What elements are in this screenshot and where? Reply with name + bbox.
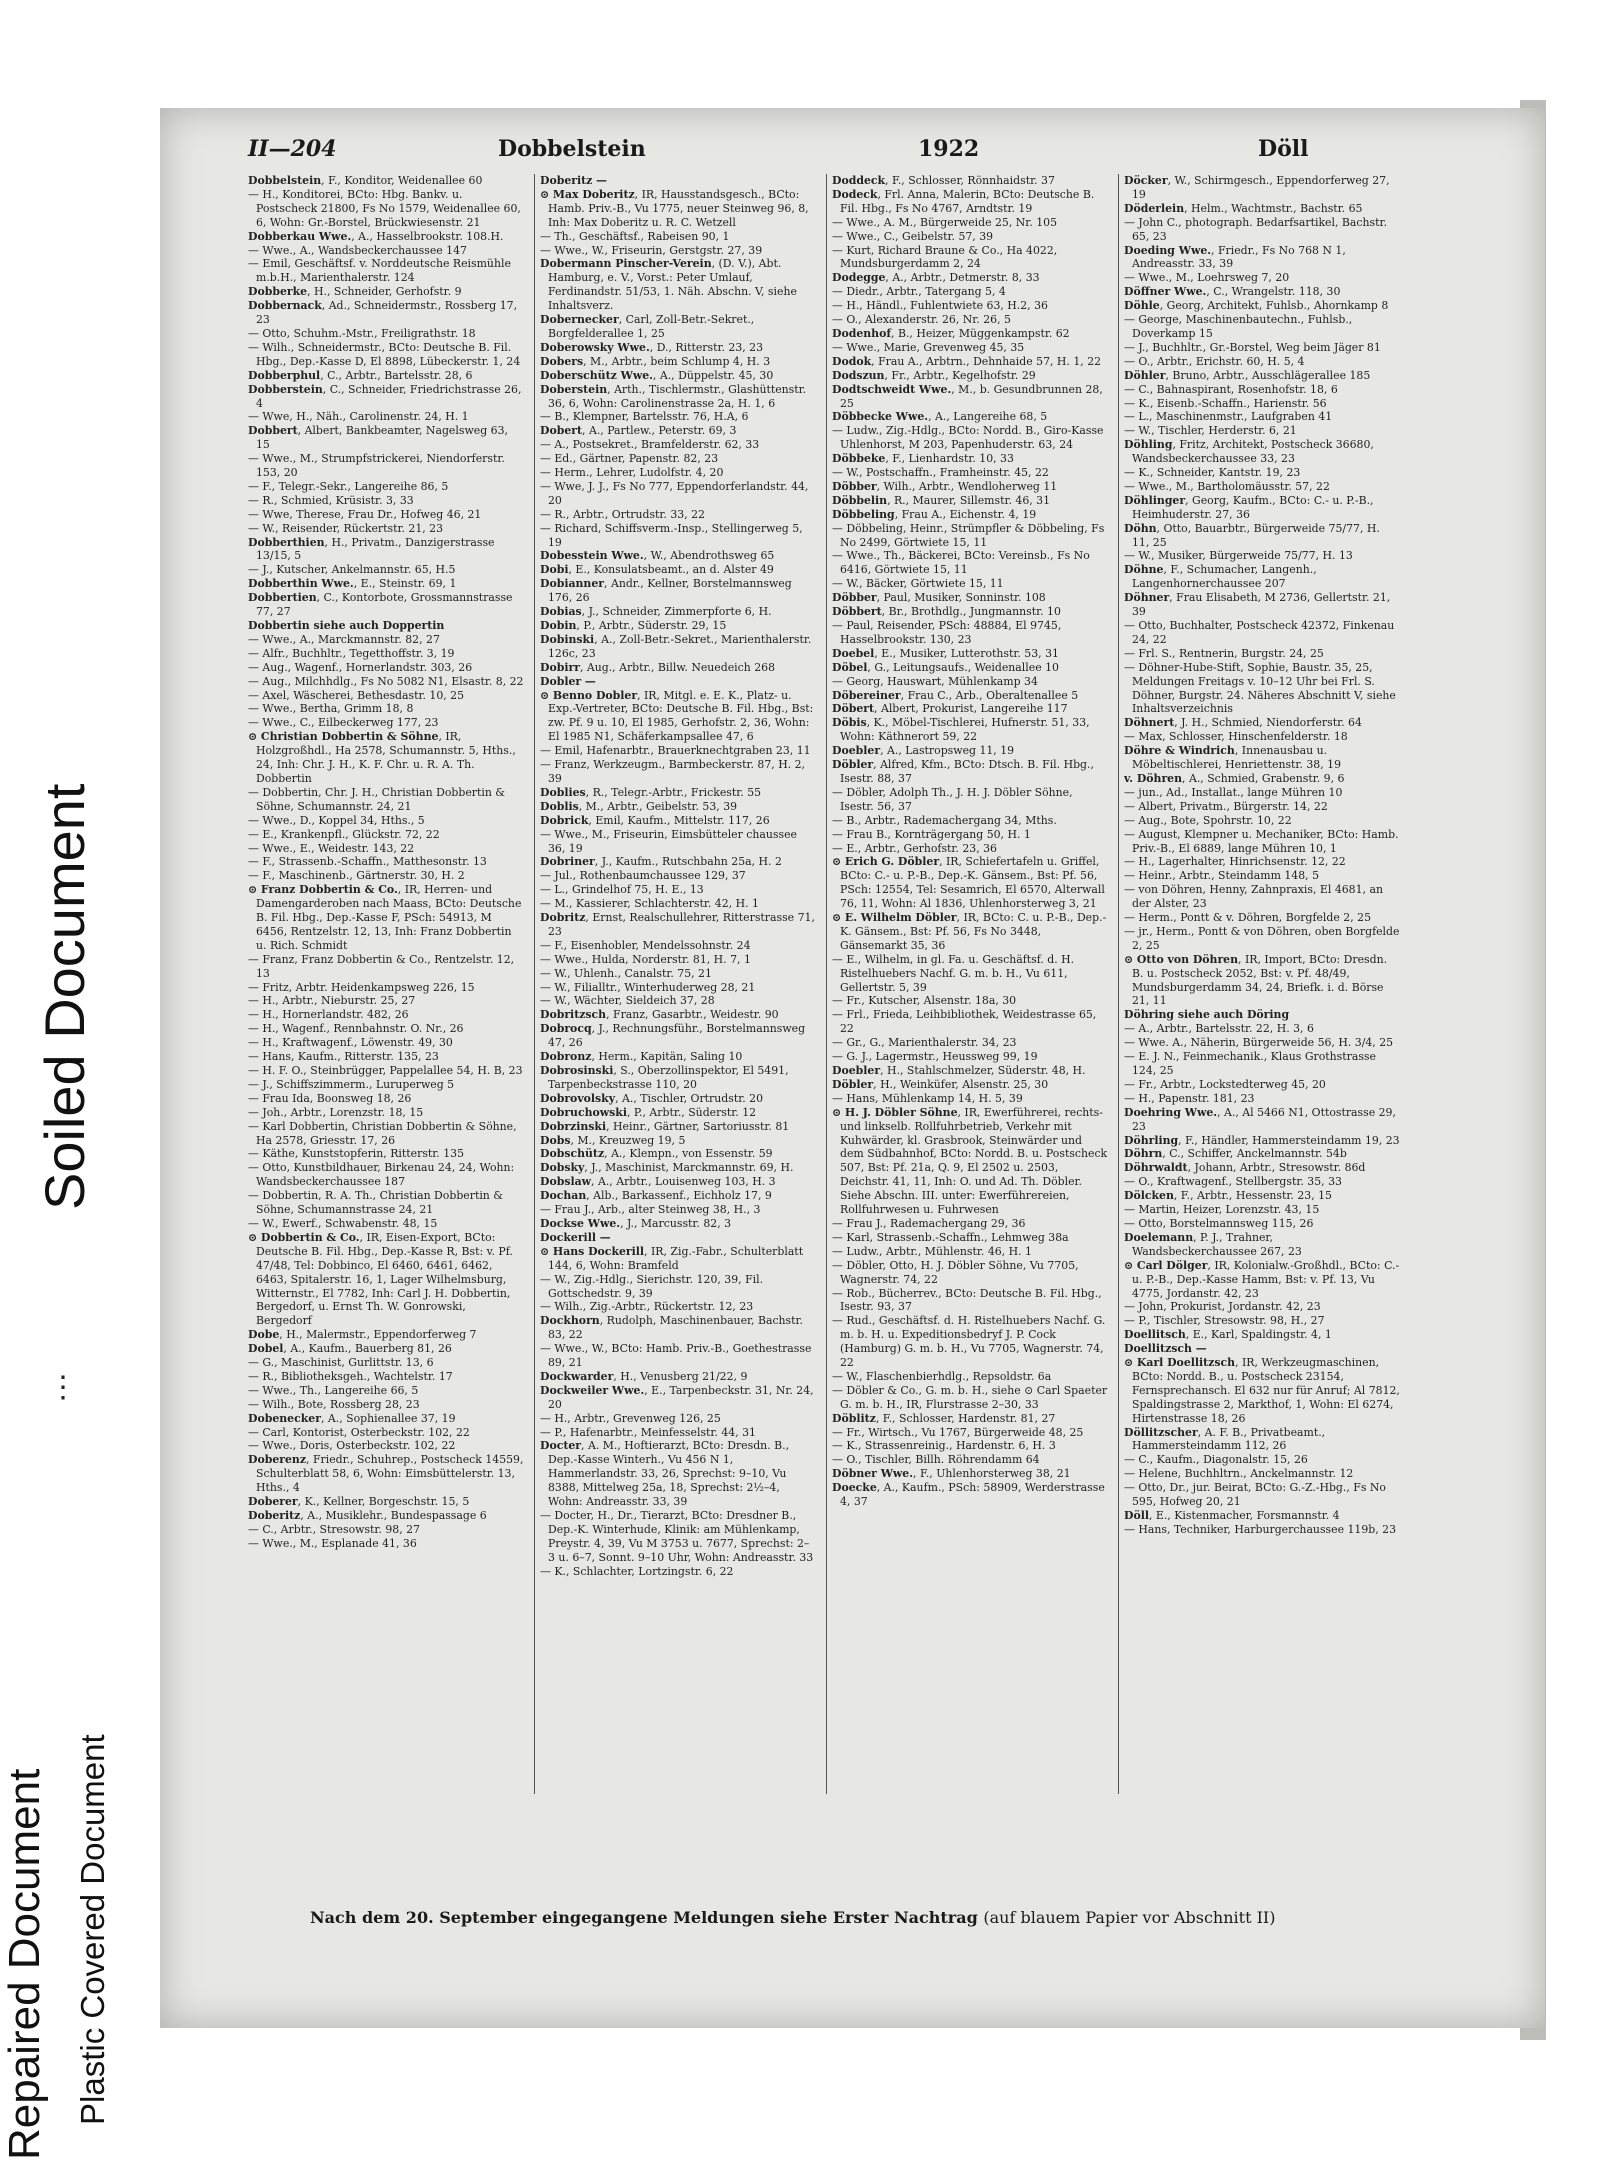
directory-entry: — Wwe., D., Koppel 34, Hths., 5 — [248, 813, 425, 827]
directory-entry: Dobritz, Ernst, Realschullehrer, Ritterstrasse 71, 23 — [540, 911, 815, 938]
directory-entry: — W., Ewerf., Schwabenstr. 48, 15 — [248, 1216, 438, 1230]
directory-entry: — Otto, Buchhalter, Postscheck 42372, Finkenau 24, 22 — [1124, 619, 1395, 646]
directory-entry: Dobers, M., Arbtr., beim Schlump 4, H. 3 — [540, 354, 771, 368]
directory-entry: Döbereiner, Frau C., Arb., Oberaltenallee 5 — [832, 688, 1079, 702]
directory-entry: Doberenz, Friedr., Schuhrep., Postscheck 14559, Schulterblatt 58, 6, Wohn: Eimsbüttelerstr. 13, Hths., 4 — [248, 1453, 524, 1495]
column-1 — [248, 174, 524, 1814]
directory-entry: Dodszun, Fr., Arbtr., Kegelhofstr. 29 — [832, 368, 1036, 382]
directory-entry: — Wwe, Therese, Frau Dr., Hofweg 46, 21 — [248, 507, 482, 521]
directory-entry: — L., Maschinenmstr., Laufgraben 41 — [1124, 410, 1333, 424]
directory-entry: — Wwe., A. M., Bürgerweide 25, Nr. 105 — [832, 215, 1058, 229]
directory-entry: — C., Kaufm., Diagonalstr. 15, 26 — [1124, 1453, 1308, 1467]
directory-entry: — Wwe., E., Weidestr. 143, 22 — [248, 841, 415, 855]
directory-entry: — F., Maschinenb., Gärtnerstr. 30, H. 2 — [248, 869, 465, 883]
directory-entry: — Axel, Wäscherei, Bethesdastr. 10, 25 — [248, 688, 465, 702]
directory-entry: — Wilh., Zig.-Arbtr., Rückertstr. 12, 23 — [540, 1300, 754, 1314]
directory-entry: Doebler, A., Lastropsweg 11, 19 — [832, 744, 1015, 758]
directory-entry: Dobbert, Albert, Bankbeamter, Nagelsweg 63, 15 — [248, 424, 508, 452]
directory-entry: Döbbert, Br., Brothdlg., Jungmannstr. 10 — [832, 605, 1061, 619]
directory-entry: — C., Bahnaspirant, Rosenhofstr. 18, 6 — [1124, 382, 1338, 396]
directory-entry: Döblitz, F., Schlosser, Hardenstr. 81, 27 — [832, 1411, 1056, 1425]
directory-entry: — O., Kraftwagenf., Stellbergstr. 35, 33 — [1124, 1175, 1342, 1189]
directory-entry: — H., Arbtr., Grevenweg 126, 25 — [540, 1411, 721, 1425]
header-year: 1922 — [918, 136, 980, 162]
entry-columns — [248, 174, 1398, 1814]
directory-entry: — H., Händl., Fuhlentwiete 63, H.2, 36 — [832, 299, 1048, 313]
directory-entry: Dobernecker, Carl, Zoll-Betr.-Sekret., Borgfelderallee 1, 25 — [540, 313, 755, 340]
directory-entry: — H., Hornerlandstr. 482, 26 — [248, 1008, 409, 1022]
directory-entry: — W., Postschaffn., Framheinstr. 45, 22 — [832, 466, 1049, 480]
directory-entry: — Hans, Mühlenkamp 14, H. 5, 39 — [832, 1091, 1023, 1105]
directory-entry: — B., Arbtr., Rademachergang 34, Mths. — [832, 813, 1057, 827]
directory-entry: — H., Papenstr. 181, 23 — [1124, 1091, 1255, 1105]
directory-entry: — Emil, Hafenarbtr., Brauerknechtgraben 23, 11 — [540, 744, 811, 758]
directory-entry: Dobert, A., Partlew., Peterstr. 69, 3 — [540, 424, 737, 438]
directory-entry: Dobbernack, Ad., Schneidermstr., Rossberg 17, 23 — [248, 299, 518, 327]
directory-entry: Dobbertin siehe auch Doppertin — [248, 619, 445, 632]
directory-entry: — Wwe., C., Eilbeckerweg 177, 23 — [248, 716, 439, 730]
directory-entry: Doberstein, Arth., Tischlermstr., Glashüttenstr. 36, 6, Wohn: Carolinenstrasse 2a, H. 1, 6 — [540, 382, 807, 410]
directory-entry: Dockweiler Wwe., E., Tarpenbeckstr. 31, Nr. 24, 20 — [540, 1383, 814, 1411]
directory-entry: — W., Zig.-Hdlg., Sierichstr. 120, 39, Fil. Gottschedstr. 9, 39 — [540, 1272, 764, 1300]
directory-entry: — Franz, Franz Dobbertin & Co., Rentzelstr. 12, 13 — [248, 952, 515, 980]
directory-page — [160, 108, 1545, 2028]
directory-entry: — Emil, Geschäftsf. v. Norddeutsche Reismühle m.b.H., Marienthalerstr. 124 — [248, 257, 511, 285]
plastic-covered-label: Plastic Covered Document — [74, 1734, 111, 2125]
directory-entry: — Wwe., Hulda, Norderstr. 81, H. 7, 1 — [540, 952, 751, 966]
directory-entry: ⊙ Franz Dobbertin & Co., IR, Herren- und Damengarderoben nach Maass, BCto: Deutsche B. Fil. Hbg., Dep.-Kasse F, PSch: 54913, M 6456, Rentzelstr. 12, 13, Inh: Franz Dobbertin u. Rich. Schmidt — [248, 883, 522, 952]
directory-entry: — K., Schlachter, Lortzingstr. 6, 22 — [540, 1564, 734, 1578]
directory-entry: Dockerill — — [540, 1230, 611, 1244]
directory-entry: — Dobbertin, R. A. Th., Christian Dobbertin & Söhne, Schumannstrasse 24, 21 — [248, 1189, 503, 1217]
directory-entry: — W., Reisender, Rückertstr. 21, 23 — [248, 521, 444, 535]
directory-entry: Dobritzsch, Franz, Gasarbtr., Weidestr. 90 — [540, 1008, 779, 1022]
directory-entry: — Frau J., Arb., alter Steinweg 38, H., 3 — [540, 1203, 761, 1217]
directory-entry: Döhner, Frau Elisabeth, M 2736, Gellertstr. 21, 39 — [1124, 591, 1391, 619]
directory-entry: — Wwe., M., Esplanade 41, 36 — [248, 1536, 417, 1550]
header-last-entry: Döll — [1258, 136, 1309, 162]
directory-entry: — Rud., Geschäftsf. d. H. Ristelhuebers Nachf. G. m. b. H. u. Expeditionsbedryf J. P. Cock (Hamburg) G. m. b. H., Vu 7705, Wagnerstr. 74, 22 — [832, 1314, 1106, 1370]
directory-entry: — Frau J., Rademachergang 29, 36 — [832, 1216, 1026, 1230]
directory-entry: — W., Bäcker, Görtwiete 15, 11 — [832, 577, 1004, 591]
directory-entry: Dobenecker, A., Sophienallee 37, 19 — [248, 1411, 456, 1425]
directory-entry: Dobbelstein, F., Konditor, Weidenallee 60 — [248, 174, 483, 187]
directory-entry: — Döbler, Otto, H. J. Döbler Söhne, Vu 7705, Wagnerstr. 74, 22 — [832, 1258, 1079, 1286]
directory-entry: Doecke, A., Kaufm., PSch: 58909, Werderstrasse 4, 37 — [832, 1481, 1105, 1509]
directory-entry: — R., Schmied, Krüsistr. 3, 33 — [248, 493, 414, 507]
directory-entry: Döffner Wwe., C., Wrangelstr. 118, 30 — [1124, 285, 1341, 299]
directory-entry: — Otto, Kunstbildhauer, Birkenau 24, 24, Wohn: Wandsbeckerchaussee 187 — [248, 1161, 515, 1189]
directory-entry: — H. F. O., Steinbrügger, Pappelallee 54, H. B, 23 — [248, 1064, 523, 1077]
directory-entry: — H., Wagenf., Rennbahnstr. O. Nr., 26 — [248, 1022, 464, 1036]
header-first-entry: Dobbelstein — [498, 136, 646, 162]
directory-entry: — J., Schiffszimmerm., Luruperweg 5 — [248, 1077, 455, 1091]
directory-entry: — E., Krankenpfl., Glückstr. 72, 22 — [248, 827, 440, 841]
directory-entry: Dodtschweidt Wwe., M., b. Gesundbrunnen 28, 25 — [832, 382, 1103, 410]
directory-entry: — Wwe., W., Friseurin, Gerstgstr. 27, 39 — [540, 243, 763, 257]
directory-entry: ⊙ Erich G. Döbler, IR, Schiefertafeln u. Griffel, BCto: C.- u. P.-B., Dep.-K. Gänsem., Bst: Pf. 56, PSch: 12554, Tel: Sesamrich, El 6570, Alterwall 76, 11, Wohn: Al 1836, Uhlenhorsterweg 3, 21 — [832, 855, 1105, 911]
directory-entry: Döbel, G., Leitungsaufs., Weidenallee 10 — [832, 660, 1059, 674]
directory-entry: — Frau Ida, Boonsweg 18, 26 — [248, 1091, 412, 1105]
directory-entry: — K., Strassenreinig., Hardenstr. 6, H. 3 — [832, 1439, 1056, 1453]
directory-entry: — John, Prokurist, Jordanstr. 42, 23 — [1124, 1300, 1321, 1314]
directory-entry: — Ed., Gärtner, Papenstr. 82, 23 — [540, 452, 719, 466]
directory-entry: — Wwe, J. J., Fs No 777, Eppendorferlandstr. 44, 20 — [540, 479, 809, 507]
directory-entry: — Wwe., Bertha, Grimm 18, 8 — [248, 702, 414, 716]
directory-entry: Döhne, F., Schumacher, Langenh., Langenhornerchaussee 207 — [1124, 563, 1317, 591]
directory-entry: — F., Eisenhobler, Mendelssohnstr. 24 — [540, 938, 751, 952]
directory-entry: Döderlein, Helm., Wachtmstr., Bachstr. 65 — [1124, 201, 1363, 215]
directory-entry: — Hans, Kaufm., Ritterstr. 135, 23 — [248, 1050, 439, 1064]
column-divider — [1118, 174, 1119, 1794]
directory-entry: — John C., photograph. Bedarfsartikel, Bachstr. 65, 23 — [1124, 215, 1387, 243]
soiled-document-label: Soiled Document — [33, 783, 96, 1210]
footer-notice: Nach dem 20. September eingegangene Meldungen siehe Erster Nachtrag — [310, 1908, 978, 1927]
directory-entry: Döhnert, J. H., Schmied, Niendorferstr. 64 — [1124, 716, 1362, 730]
directory-entry: — Karl Dobbertin, Christian Dobbertin & Söhne, Ha 2578, Griesstr. 17, 26 — [248, 1119, 517, 1147]
directory-entry: ⊙ E. Wilhelm Döbler, IR, BCto: C. u. P.-B., Dep.-K. Gänsem., Bst: Pf. 56, Fs No 3448, Gänsemarkt 35, 36 — [832, 911, 1107, 952]
directory-entry: Dobrick, Emil, Kaufm., Mittelstr. 117, 26 — [540, 813, 770, 827]
directory-entry: Döbbelin, R., Maurer, Sillemstr. 46, 31 — [832, 493, 1051, 507]
directory-entry: — Th., Geschäftsf., Rabeisen 90, 1 — [540, 229, 730, 243]
directory-entry: Dobesstein Wwe., W., Abendrothsweg 65 — [540, 549, 775, 563]
directory-entry: — R., Bibliotheksgeh., Wachtelstr. 17 — [248, 1369, 453, 1383]
directory-entry: — W., Musiker, Bürgerweide 75/77, H. 13 — [1124, 549, 1353, 563]
directory-entry: — Wwe., M., Friseurin, Eimsbütteler chaussee 36, 19 — [540, 827, 797, 855]
directory-entry: — L., Grindelhof 75, H. E., 13 — [540, 883, 704, 897]
directory-entry: — Carl, Kontorist, Osterbeckstr. 102, 22 — [248, 1425, 470, 1439]
directory-entry: Dölcken, F., Arbtr., Hessenstr. 23, 15 — [1124, 1189, 1332, 1203]
directory-entry: Dobermann Pinscher-Verein, (D. V.), Abt. Hamburg, e. V., Vorst.: Peter Umlauf, Ferdinandstr. 51/53, 1. Näh. Abschn. V, siehe Inhaltsverz. — [540, 257, 797, 313]
directory-entry: Dobinski, A., Zoll-Betr.-Sekret., Marienthalerstr. 126c, 23 — [540, 632, 812, 660]
directory-entry: Döbbeling, Frau A., Eichenstr. 4, 19 — [832, 507, 1037, 521]
column-divider — [534, 174, 535, 1794]
directory-entry: Döbner Wwe., F., Uhlenhorsterweg 38, 21 — [832, 1467, 1071, 1481]
directory-entry: Döhring siehe auch Döring — [1124, 1008, 1290, 1022]
directory-entry: — George, Maschinenbautechn., Fuhlsb., Doverkamp 15 — [1124, 313, 1353, 340]
directory-entry: Doellitzsch — — [1124, 1342, 1207, 1356]
column-2 — [540, 174, 816, 1814]
directory-entry: — von Döhren, Henny, Zahnpraxis, El 4681, an der Alster, 23 — [1124, 883, 1383, 911]
directory-entry: Dobberstein, C., Schneider, Friedrichstrasse 26, 4 — [248, 382, 522, 410]
directory-entry: Döhrling, F., Händler, Hammersteindamm 19, 23 — [1124, 1133, 1400, 1147]
directory-entry: — Aug., Wagenf., Hornerlandstr. 303, 26 — [248, 660, 473, 674]
side-labels — [0, 0, 170, 2177]
directory-entry: — Alfr., Buchhltr., Tegetthoffstr. 3, 19 — [248, 646, 455, 660]
directory-entry: Dobirr, Aug., Arbtr., Billw. Neuedeich 268 — [540, 660, 776, 674]
directory-entry: — Fritz, Arbtr. Heidenkampsweg 226, 15 — [248, 980, 475, 994]
directory-entry: — Wwe., Doris, Osterbeckstr. 102, 22 — [248, 1439, 456, 1453]
directory-entry: Dobrzinski, Heinr., Gärtner, Sartoriusstr. 81 — [540, 1119, 790, 1133]
directory-entry: — H., Arbtr., Nieburstr. 25, 27 — [248, 994, 416, 1008]
directory-entry: — Docter, H., Dr., Tierarzt, BCto: Dresdner B., Dep.-K. Winterhude, Klinik: am Mühlenkamp, Preystr. 4, 39, Vu M 3753 u. 7677, Sprechst: 2–3 u. 6–7, Sonnt. 9–10 Uhr, Wohn: Andreasstr. 33 — [540, 1509, 814, 1564]
directory-entry: — A., Postsekret., Bramfelderstr. 62, 33 — [540, 438, 760, 452]
directory-entry: — Kurt, Richard Braune & Co., Ha 4022, Mundsburgerdamm 2, 24 — [832, 243, 1058, 271]
directory-entry: Dobbertien, C., Kontorbote, Grossmannstrasse 77, 27 — [248, 591, 513, 619]
directory-entry: — J., Buchhltr., Gr.-Borstel, Weg beim Jäger 81 — [1124, 340, 1381, 354]
directory-entry: — Jul., Rothenbaumchaussee 129, 37 — [540, 869, 746, 883]
directory-entry: Döbis, K., Möbel-Tischlerei, Hufnerstr. 51, 33, Wohn: Käthnerort 59, 22 — [832, 716, 1090, 744]
directory-entry: Dockhorn, Rudolph, Maschinenbauer, Bachstr. 83, 22 — [540, 1314, 803, 1342]
directory-entry: Döhler, Bruno, Arbtr., Ausschlägerallee 185 — [1124, 368, 1371, 382]
directory-entry: — W., Wächter, Sieldeich 37, 28 — [540, 994, 715, 1008]
directory-entry: — Albert, Privatm., Bürgerstr. 14, 22 — [1124, 799, 1328, 813]
directory-entry: — Wwe., M., Strumpfstrickerei, Niendorferstr. 153, 20 — [248, 452, 505, 480]
directory-entry: — K., Eisenb.-Schaffn., Harienstr. 56 — [1124, 396, 1327, 410]
directory-entry: — Wwe, H., Näh., Carolinenstr. 24, H. 1 — [248, 410, 469, 424]
directory-entry: — Hans, Techniker, Harburgerchaussee 119b, 23 — [1124, 1522, 1397, 1536]
directory-entry: Dockwarder, H., Venusberg 21/22, 9 — [540, 1369, 748, 1383]
directory-entry: — Wwe. A., Näherin, Bürgerweide 56, H. 3/4, 25 — [1124, 1036, 1394, 1050]
directory-entry: — Wilh., Bote, Rossberg 28, 23 — [248, 1397, 420, 1411]
directory-entry: Doberer, K., Kellner, Borgeschstr. 15, 5 — [248, 1495, 470, 1509]
directory-entry: — P., Hafenarbtr., Meinfesselstr. 44, 31 — [540, 1425, 756, 1439]
directory-entry: — Joh., Arbtr., Lorenzstr. 18, 15 — [248, 1105, 424, 1119]
directory-entry: — Herm., Pontt & v. Döhren, Borgfelde 2, 25 — [1124, 911, 1372, 925]
directory-entry: Dobberkau Wwe., A., Hasselbrookstr. 108.H. — [248, 229, 504, 243]
directory-entry: — Wwe., M., Bartholomäusstr. 57, 22 — [1124, 479, 1330, 493]
directory-entry: — Fr., Kutscher, Alsenstr. 18a, 30 — [832, 994, 1017, 1008]
directory-entry: Döbler, Alfred, Kfm., BCto: Dtsch. B. Fil. Hbg., Isestr. 88, 37 — [832, 758, 1094, 785]
directory-entry: — O., Alexanderstr. 26, Nr. 26, 5 — [832, 313, 1011, 327]
directory-entry: — Otto, Borstelmannsweg 115, 26 — [1124, 1216, 1314, 1230]
directory-entry: — jun., Ad., Installat., lange Mühren 10 — [1124, 785, 1343, 799]
directory-entry: Döhrn, C., Schiffer, Anckelmannstr. 54b — [1124, 1147, 1347, 1161]
directory-entry: — Martin, Heizer, Lorenzstr. 43, 15 — [1124, 1203, 1320, 1217]
directory-entry: ⊙ Max Doberitz, IR, Hausstandsgesch., BCto: Hamb. Priv.-B., Vu 1775, neuer Steinweg 96, 8, Inh: Max Doberitz u. R. C. Wetzell — [540, 187, 809, 229]
directory-entry: Döhrwaldt, Johann, Arbtr., Stresowstr. 86d — [1124, 1161, 1366, 1175]
directory-entry: — Paul, Reisender, PSch: 48884, El 9745, Hasselbrookstr. 130, 23 — [832, 619, 1062, 646]
page-footer — [310, 1908, 1410, 1927]
directory-entry: — P., Tischler, Stresowstr. 98, H., 27 — [1124, 1314, 1325, 1328]
directory-entry: — Aug., Bote, Spohrstr. 10, 22 — [1124, 813, 1292, 827]
directory-entry: — K., Schneider, Kantstr. 19, 23 — [1124, 466, 1301, 480]
directory-entry: — Heinr., Arbtr., Steindamm 148, 5 — [1124, 869, 1319, 883]
directory-entry: — Ludw., Arbtr., Mühlenstr. 46, H. 1 — [832, 1244, 1032, 1258]
directory-entry: Döhlinger, Georg, Kaufm., BCto: C.- u. P.-B., Heimhuderstr. 27, 36 — [1124, 493, 1374, 521]
directory-entry: Döbler, H., Weinküfer, Alsenstr. 25, 30 — [832, 1077, 1049, 1091]
page-header — [248, 136, 1398, 166]
directory-entry: Döbbeke, F., Lienhardstr. 10, 33 — [832, 452, 1014, 466]
directory-entry: — Richard, Schiffsverm.-Insp., Stellingerweg 5, 19 — [540, 521, 803, 549]
directory-entry: — O., Tischler, Billh. Röhrendamm 64 — [832, 1453, 1040, 1467]
directory-entry: Dobrocq, J., Rechnungsführ., Borstelmannsweg 47, 26 — [540, 1022, 806, 1050]
directory-entry: Döhling, Fritz, Architekt, Postscheck 36680, Wandsbeckerchaussee 33, 23 — [1124, 438, 1374, 466]
directory-entry: — Döbler & Co., G. m. b. H., siehe ⊙ Carl Spaeter G. m. b. H., IR, Flurstrasse 2–30, 33 — [832, 1383, 1108, 1411]
directory-entry: Dobruchowski, P., Arbtr., Süderstr. 12 — [540, 1105, 757, 1119]
directory-entry: — F., Strassenb.-Schaffn., Matthesonstr. 13 — [248, 855, 487, 869]
directory-entry: Döll, E., Kistenmacher, Forsmannstr. 4 — [1124, 1509, 1340, 1522]
directory-entry: — Helene, Buchhltrn., Anckelmannstr. 12 — [1124, 1467, 1354, 1481]
directory-entry: — Otto, Schuhm.-Mstr., Freiligrathstr. 18 — [248, 326, 476, 340]
directory-entry: — Frl., Frieda, Leihbibliothek, Weidestrasse 65, 22 — [832, 1008, 1097, 1036]
directory-entry: — B., Klempner, Bartelsstr. 76, H.A, 6 — [540, 410, 749, 424]
directory-entry: Dobias, J., Schneider, Zimmerpforte 6, H. — [540, 605, 772, 619]
directory-entry: Dochan, Alb., Barkassenf., Eichholz 17, 9 — [540, 1189, 772, 1203]
directory-entry: Dobel, A., Kaufm., Bauerberg 81, 26 — [248, 1342, 452, 1356]
directory-entry: — C., Arbtr., Stresowstr. 98, 27 — [248, 1522, 420, 1536]
directory-entry: Doehring Wwe., A., Al 5466 N1, Ottostrasse 29, 23 — [1124, 1105, 1396, 1133]
directory-entry: — H., Lagerhalter, Hinrichsenstr. 12, 22 — [1124, 855, 1346, 869]
directory-entry: Dobe, H., Malermstr., Eppendorferweg 7 — [248, 1328, 477, 1342]
directory-entry: — Wilh., Schneidermstr., BCto: Deutsche B. Fil. Hbg., Dep.-Kasse D, El 8898, Lübeckerstr. 1, 24 — [248, 340, 521, 368]
directory-entry: Dobberthien, H., Privatm., Danzigerstrasse 13/15, 5 — [248, 535, 495, 563]
directory-entry: Doberitz, A., Musiklehr., Bundespassage 6 — [248, 1509, 487, 1522]
directory-entry: — W., Uhlenh., Canalstr. 75, 21 — [540, 966, 712, 980]
directory-entry: Dobschütz, A., Klempn., von Essenstr. 59 — [540, 1147, 773, 1161]
column-4 — [1124, 174, 1400, 1814]
directory-entry: — Wwe., Th., Langereihe 66, 5 — [248, 1383, 419, 1397]
directory-entry: Dobberphul, C., Arbtr., Bartelsstr. 28, 6 — [248, 368, 473, 382]
directory-entry: ⊙ H. J. Döbler Söhne, IR, Ewerführerei, rechts- und linkselb. Rollfuhrbetrieb, Verkehr mit Kuhwärder, kl. Grasbrook, Steinwärder und dem Südbahnhof, BCto: Nordd. B. u. Postscheck 507, Bst: Pf. 21a, Q. 9, El 2502 u. 2503, Deichstr. 41, 11, Inh: O. und Ad. Th. Döbler. Siehe Abschn. III. unter: Ewerführereien, Rollfuhrwesen u. Fuhrwesen — [832, 1105, 1108, 1217]
directory-entry: Dodeck, Frl. Anna, Malerin, BCto: Deutsche B. Fil. Hbg., Fs No 4767, Arndtstr. 19 — [832, 187, 1095, 215]
directory-entry: Doberschütz Wwe., A., Düppelstr. 45, 30 — [540, 368, 774, 382]
directory-entry: — Franz, Werkzeugm., Barmbeckerstr. 87, H. 2, 39 — [540, 758, 806, 785]
page-number: II—204 — [248, 136, 337, 162]
directory-entry: Docter, A. M., Hoftierarzt, BCto: Dresdn. B., Dep.-Kasse Winterh., Vu 456 N 1, Hammerlandstr. 33, 26, Sprechst: 9–10, Vu 8388, Mittelweg 25a, 18, Sprechst: 2½–4, Wohn: Andreasstr. 33, 39 — [540, 1439, 790, 1509]
directory-entry: — Gr., G., Marienthalerstr. 34, 23 — [832, 1036, 1017, 1050]
directory-entry: — Herm., Lehrer, Ludolfstr. 4, 20 — [540, 466, 724, 480]
directory-entry: — Döbler, Adolph Th., J. H. J. Döbler Söhne, Isestr. 56, 37 — [832, 785, 1073, 813]
directory-entry: — Otto, Dr., jur. Beirat, BCto: G.-Z.-Hbg., Fs No 595, Hofweg 20, 21 — [1124, 1481, 1386, 1509]
directory-entry: — O., Arbtr., Erichstr. 60, H. 5, 4 — [1124, 354, 1305, 368]
column-3 — [832, 174, 1108, 1814]
directory-entry: Dobriner, J., Kaufm., Rutschbahn 25a, H. 2 — [540, 855, 782, 869]
directory-entry: — A., Arbtr., Bartelsstr. 22, H. 3, 6 — [1124, 1022, 1314, 1036]
directory-entry: Döllitzscher, A. F. B., Privatbeamt., Hammersteindamm 112, 26 — [1124, 1425, 1326, 1453]
directory-entry: — Frau B., Kornträgergang 50, H. 1 — [832, 827, 1031, 841]
directory-entry: — Ludw., Zig.-Hdlg., BCto: Nordd. B., Giro-Kasse Uhlenhorst, M 203, Papenhuderstr. 63, 24 — [832, 424, 1104, 452]
directory-entry: Döhle, Georg, Architekt, Fuhlsb., Ahornkamp 8 — [1124, 299, 1389, 313]
directory-entry: Dobin, P., Arbtr., Süderstr. 29, 15 — [540, 619, 727, 632]
directory-entry: ⊙ Christian Dobbertin & Söhne, IR, Holzgroßhdl., Ha 2578, Schumannstr. 5, Hths., 24, Inh: Chr. J. H., K. F. Chr. u. R. A. Th. Dobbertin — [248, 730, 516, 785]
directory-entry: Döbert, Albert, Prokurist, Langereihe 117 — [832, 702, 1068, 716]
directory-entry: Döbber, Paul, Musiker, Sonninstr. 108 — [832, 591, 1046, 605]
label-separator: ⋮ — [48, 1371, 78, 1404]
directory-entry: Dobrosinski, S., Oberzollinspektor, El 5491, Tarpenbeckstrasse 110, 20 — [540, 1064, 789, 1091]
directory-entry: — E., Wilhelm, in gl. Fa. u. Geschäftsf. d. H. Ristelhuebers Nachf. G. m. b. H., Vu 611, Gellertstr. 5, 39 — [832, 952, 1075, 994]
directory-entry: — G., Maschinist, Gurlittstr. 13, 6 — [248, 1356, 434, 1370]
directory-entry: Dodok, Frau A., Arbtrn., Dehnhaide 57, H. 1, 22 — [832, 354, 1102, 368]
directory-entry: Döbber, Wilh., Arbtr., Wendloherweg 11 — [832, 479, 1058, 493]
directory-entry: — F., Telegr.-Sekr., Langereihe 86, 5 — [248, 479, 449, 493]
directory-entry: Dodenhof, B., Heizer, Müggenkampstr. 62 — [832, 326, 1070, 340]
directory-entry: — Frl. S., Rentnerin, Burgstr. 24, 25 — [1124, 646, 1324, 660]
directory-entry: Doeding Wwe., Friedr., Fs No 768 N 1, Andreasstr. 33, 39 — [1124, 243, 1346, 271]
directory-entry: — Fr., Wirtsch., Vu 1767, Bürgerweide 48, 25 — [832, 1425, 1084, 1439]
directory-entry: — August, Klempner u. Mechaniker, BCto: Hamb. Priv.-B., El 6889, lange Mühren 10, 1 — [1124, 827, 1399, 855]
repaired-document-label: Repaired Document — [0, 1768, 49, 2160]
directory-entry: Doebel, E., Musiker, Lutterothstr. 53, 31 — [832, 646, 1059, 660]
directory-entry: — Käthe, Kunststopferin, Ritterstr. 135 — [248, 1147, 464, 1161]
directory-entry: — E., Arbtr., Gerhofstr. 23, 36 — [832, 841, 997, 855]
directory-entry: — Dobbertin, Chr. J. H., Christian Dobbertin & Söhne, Schumannstr. 24, 21 — [248, 785, 506, 813]
directory-entry: Döhn, Otto, Bauarbtr., Bürgerweide 75/77, H. 11, 25 — [1124, 521, 1380, 549]
directory-entry: Dobi, E., Konsulatsbeamt., an d. Alster 49 — [540, 563, 774, 577]
directory-entry: — H., Konditorei, BCto: Hbg. Bankv. u. Postscheck 21800, Fs No 1579, Weidenallee 60, 6, Wohn: Gr.-Borstel, Brückwiesenstr. 21 — [248, 187, 521, 229]
directory-entry: Dobianner, Andr., Kellner, Borstelmannsweg 176, 26 — [540, 577, 792, 605]
directory-entry: — Diedr., Arbtr., Tatergang 5, 4 — [832, 285, 1006, 299]
directory-entry: ⊙ Carl Dölger, IR, Kolonialw.-Großhdl., BCto: C.- u. P.-B., Dep.-Kasse Hamm, Bst: v. Pf. 13, Vu 4775, Jordanstr. 42, 23 — [1124, 1258, 1400, 1300]
directory-entry: — W., Tischler, Herderstr. 6, 21 — [1124, 424, 1297, 438]
directory-entry: — Karl, Strassenb.-Schaffn., Lehmweg 38a — [832, 1230, 1069, 1244]
directory-entry: Döhre & Windrich, Innenausbau u. Möbeltischlerei, Henriettenstr. 38, 19 — [1124, 744, 1341, 772]
directory-entry: — jr., Herm., Pontt & von Döhren, oben Borgfelde 2, 25 — [1124, 924, 1400, 952]
directory-entry: — G. J., Lagermstr., Heussweg 99, 19 — [832, 1050, 1038, 1064]
directory-entry: Döbbecke Wwe., A., Langereihe 68, 5 — [832, 410, 1048, 424]
directory-entry: Dobberthin Wwe., E., Steinstr. 69, 1 — [248, 577, 457, 591]
directory-entry: — Fr., Arbtr., Lockstedterweg 45, 20 — [1124, 1077, 1326, 1091]
directory-entry: — M., Kassierer, Schlachterstr. 42, H. 1 — [540, 897, 759, 911]
directory-entry: — Wwe., Marie, Grevenweg 45, 35 — [832, 340, 1025, 354]
directory-entry: Dobberke, H., Schneider, Gerhofstr. 9 — [248, 285, 462, 299]
directory-entry: Dockse Wwe., J., Marcusstr. 82, 3 — [540, 1216, 732, 1230]
directory-entry: ⊙ Hans Dockerill, IR, Zig.-Fabr., Schulterblatt 144, 6, Wohn: Bramfeld — [540, 1244, 804, 1272]
directory-entry: — Döhner-Hube-Stift, Sophie, Baustr. 35, 25, Meldungen Freitags v. 10–12 Uhr bei Frl. S. Döhner, Burgstr. 24. Näheres Abschnitt V, siehe Inhaltsverzeichnis — [1124, 660, 1396, 716]
directory-entry: Doebler, H., Stahlschmelzer, Süderstr. 48, H. — [832, 1064, 1086, 1077]
directory-entry: — Rob., Bücherrev., BCto: Deutsche B. Fil. Hbg., Isestr. 93, 37 — [832, 1286, 1102, 1314]
directory-entry: Döcker, W., Schirmgesch., Eppendorferweg 27, 19 — [1124, 174, 1390, 201]
directory-entry: Dodegge, A., Arbtr., Detmerstr. 8, 33 — [832, 271, 1040, 285]
directory-entry: — J., Kutscher, Ankelmannstr. 65, H.5 — [248, 563, 456, 577]
directory-entry: ⊙ Dobbertin & Co., IR, Eisen-Export, BCto: Deutsche B. Fil. Hbg., Dep.-Kasse R, Bst: v. Pf. 47/48, Tel: Dobbinco, El 6460, 6461, 6462, 6463, Spitalerstr. 16, 1, Lager Wilhelmsburg, Witternstr., El 7782, Inh: Carl J. H. Dobbertin, Bergedorf, u. Ernst Th. W. Gonrowski, Bergedorf — [248, 1230, 513, 1328]
directory-entry: — Wwe., W., BCto: Hamb. Priv.-B., Goethestrasse 89, 21 — [540, 1342, 812, 1370]
directory-entry: Doblis, M., Arbtr., Geibelstr. 53, 39 — [540, 799, 738, 813]
directory-entry: — Wwe., Th., Bäckerei, BCto: Vereinsb., Fs No 6416, Görtwiete 15, 11 — [832, 549, 1090, 577]
directory-entry: Dobler — — [540, 674, 596, 688]
directory-entry: — Aug., Milchhdlg., Fs No 5082 N1, Elsastr. 8, 22 — [248, 674, 524, 688]
directory-entry: Dobs, M., Kreuzweg 19, 5 — [540, 1133, 686, 1147]
directory-entry: — E. J. N., Feinmechanik., Klaus Grothstrasse 124, 25 — [1124, 1050, 1376, 1077]
directory-entry: — W., Filialltr., Winterhuderweg 28, 21 — [540, 980, 756, 994]
directory-entry: Doellitsch, E., Karl, Spaldingstr. 4, 1 — [1124, 1328, 1332, 1342]
directory-entry: — Wwe., M., Loehrsweg 7, 20 — [1124, 271, 1290, 285]
directory-entry: — Döbbeling, Heinr., Strümpfler & Döbbeling, Fs No 2499, Görtwiete 15, 11 — [832, 521, 1105, 549]
directory-entry: ⊙ Karl Doellitzsch, IR, Werkzeugmaschinen, BCto: Nordd. B., u. Postscheck 23154, Fernsprechansch. El 632 nur für Anruf; Al 7812, Spaldingstrasse 2, Markthof, 1, Wohn: El 6274, Hirtenstrasse 18, 26 — [1124, 1356, 1400, 1425]
directory-entry: Dobronz, Herm., Kapitän, Saling 10 — [540, 1050, 743, 1064]
directory-entry: Dobsky, J., Maschinist, Marckmannstr. 69, H. — [540, 1161, 794, 1175]
directory-entry: — H., Kraftwagenf., Löwenstr. 49, 30 — [248, 1036, 453, 1050]
directory-entry: ⊙ Otto von Döhren, IR, Import, BCto: Dresdn. B. u. Postscheck 2052, Bst: v. Pf. 48/49, Mundsburgerdamm 34, 24, Briefk. i. d. Börse 21, 11 — [1124, 952, 1388, 1008]
directory-entry: Doelemann, P. J., Trahner, Wandsbeckerchaussee 267, 23 — [1124, 1230, 1302, 1258]
directory-entry: — Wwe., A., Marckmannstr. 82, 27 — [248, 632, 440, 646]
directory-entry: — Max, Schlosser, Hinschenfelderstr. 18 — [1124, 730, 1348, 744]
directory-entry: Doddeck, F., Schlosser, Rönnhaidstr. 37 — [832, 174, 1055, 187]
directory-entry: — W., Flaschenbierhdlg., Repsoldstr. 6a — [832, 1369, 1052, 1383]
directory-entry: Dobrovolsky, A., Tischler, Ortrudstr. 20 — [540, 1091, 764, 1105]
directory-entry: v. Döhren, A., Schmied, Grabenstr. 9, 6 — [1124, 771, 1345, 785]
directory-entry: — R., Arbtr., Ortrudstr. 33, 22 — [540, 507, 705, 521]
directory-entry: ⊙ Benno Dobler, IR, Mitgl. e. E. K., Platz- u. Exp.-Vertreter, BCto: Deutsche B. Fil. Hbg., Bst: zw. Pf. 9 u. 10, El 1985, Gerhofstr. 2, 36, Wohn: El 1985 N1, Schäferkampsallee 47, 6 — [540, 688, 814, 744]
directory-entry: Doberitz — — [540, 174, 608, 187]
footer-note: (auf blauem Papier vor Abschnitt II) — [983, 1908, 1276, 1927]
directory-entry: — Wwe., A., Wandsbeckerchaussee 147 — [248, 243, 467, 257]
directory-entry: — Wwe., C., Geibelstr. 57, 39 — [832, 229, 994, 243]
directory-entry: Doblies, R., Telegr.-Arbtr., Frickestr. 55 — [540, 785, 762, 799]
directory-entry: — Georg, Hauswart, Mühlenkamp 34 — [832, 674, 1038, 688]
directory-entry: Doberowsky Wwe., D., Ritterstr. 23, 23 — [540, 340, 764, 354]
directory-entry: Dobslaw, A., Arbtr., Louisenweg 103, H. 3 — [540, 1175, 776, 1189]
column-divider — [826, 174, 827, 1794]
